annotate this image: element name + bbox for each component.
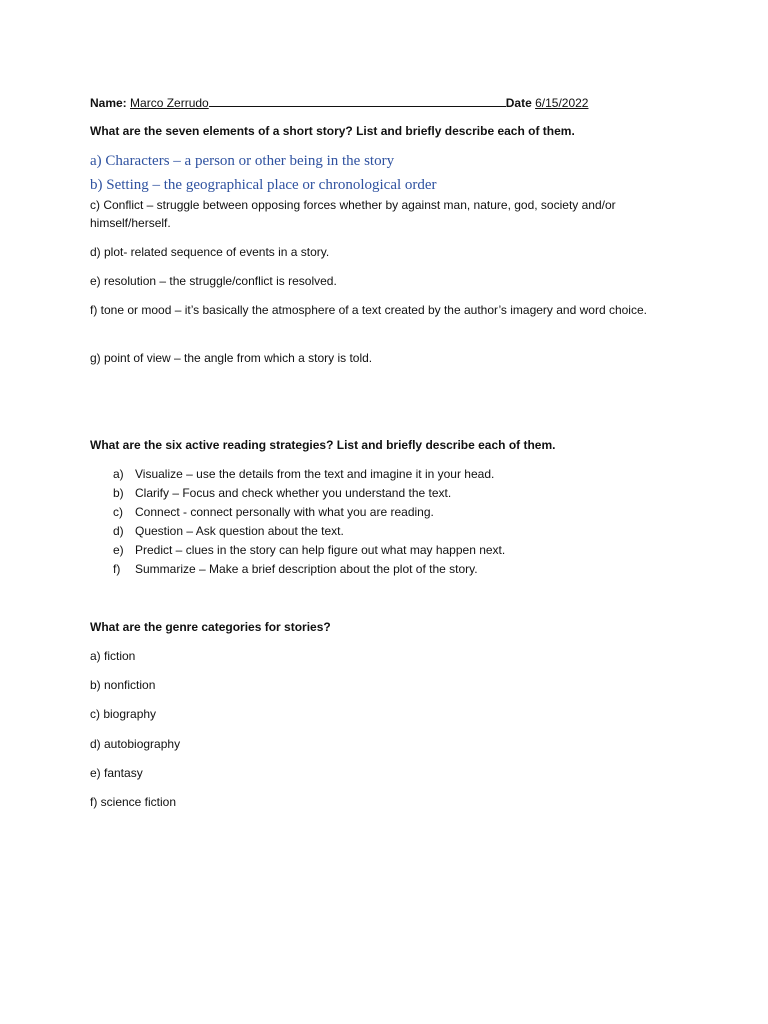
q3-answer-a: a) fiction xyxy=(90,649,136,663)
list-item-text: Connect - connect personally with what you are reading. xyxy=(135,505,434,519)
list-marker: c) xyxy=(113,505,123,519)
list-item-text: Predict – clues in the story can help figure out what may happen next. xyxy=(135,543,506,557)
date-label: Date xyxy=(505,96,532,110)
question-3: What are the genre categories for stories? xyxy=(90,620,331,634)
q1-answer-f: f) tone or mood – it’s basically the atmosphere of a text created by the author’s imagery and word choice. xyxy=(90,303,647,317)
name-underline xyxy=(209,94,506,107)
q1-answer-b: b) Setting – the geographical place or chronological order xyxy=(90,177,437,193)
q1-answer-d: d) plot- related sequence of events in a story. xyxy=(90,245,330,259)
list-item-text: Question – Ask question about the text. xyxy=(135,524,344,538)
q1-answer-a: a) Characters – a person or other being in the story xyxy=(90,153,395,169)
q3-answer-e: e) fantasy xyxy=(90,766,143,780)
list-item-text: Clarify – Focus and check whether you understand the text. xyxy=(135,486,452,500)
q3-answer-c: c) biography xyxy=(90,707,157,721)
list-marker: f) xyxy=(113,562,121,576)
list-marker: e) xyxy=(113,543,124,557)
list-marker: b) xyxy=(113,486,124,500)
list-item-text: Summarize – Make a brief description about the plot of the story. xyxy=(135,562,478,576)
list-marker: a) xyxy=(113,467,124,481)
q3-answer-b: b) nonfiction xyxy=(90,678,156,692)
list-item xyxy=(113,522,505,541)
list-item xyxy=(113,465,505,484)
list-item xyxy=(113,484,505,503)
list-item xyxy=(113,541,505,560)
list-marker: d) xyxy=(113,524,124,538)
name-value: Marco Zerrudo xyxy=(130,96,209,110)
q1-answer-e: e) resolution – the struggle/conflict is resolved. xyxy=(90,274,337,288)
list-item xyxy=(113,560,505,579)
reading-strategies-list xyxy=(113,465,505,579)
name-date-line xyxy=(90,94,610,112)
q3-answer-f: f) science fiction xyxy=(90,795,177,809)
q3-answer-d: d) autobiography xyxy=(90,737,181,751)
date-value: 6/15/2022 xyxy=(535,96,589,110)
q1-answer-g: g) point of view – the angle from which a story is told. xyxy=(90,351,373,365)
q1-answer-c: c) Conflict – struggle between opposing forces whether by against man, nature, god, society and/or himself/herself. xyxy=(90,198,616,230)
list-item xyxy=(113,503,505,522)
question-2: What are the six active reading strategies? List and briefly describe each of them. xyxy=(90,438,556,452)
question-1: What are the seven elements of a short story? List and briefly describe each of them. xyxy=(90,124,575,138)
list-item-text: Visualize – use the details from the text and imagine it in your head. xyxy=(135,467,495,481)
name-label: Name: xyxy=(90,96,127,110)
